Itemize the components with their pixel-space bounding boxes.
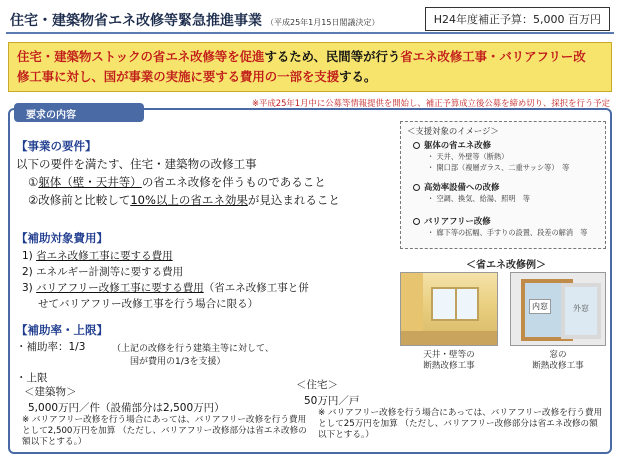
building-note: ※ バリアフリー改修を行う場合にあっては、バリアフリー改修を行う費用として2,500万円を加算 （ただし、バリアフリー改修部分は省エネ改修の額以下とする。） bbox=[22, 415, 307, 447]
circle-icon bbox=[413, 142, 420, 149]
subsidy-limit-label: ・上限 bbox=[16, 372, 48, 384]
outer-window-label: 外窓 bbox=[573, 304, 589, 313]
eligible-cost-item-2: 2) エネルギー計測等に要する費用 bbox=[22, 266, 184, 278]
support-item-2: 高効率設備への改修 bbox=[413, 181, 499, 193]
eligible-cost-item-3-cont: せてバリアフリー改修工事を行う場合に限る） bbox=[38, 298, 259, 310]
summary-line-1: 住宅・建築物ストックの省エネ改修等を促進するため、民間等が行う省エネ改修工事・バリアフリー改 bbox=[17, 49, 586, 64]
requirements-heading: 【事業の要件】 bbox=[16, 139, 97, 153]
schedule-notice: ※平成25年1月中に公募等情報提供を開始し、補正予算成立後公募を締め切り、採択を行う予定 bbox=[252, 98, 610, 108]
circle-icon bbox=[413, 184, 420, 191]
room-insulation-image bbox=[400, 272, 498, 346]
subsidy-rate-note-1: （上記の改修を行う建築主等に対して、 bbox=[112, 344, 274, 354]
circle-icon bbox=[413, 218, 420, 225]
subsidy-heading: 【補助率・上限】 bbox=[16, 323, 108, 337]
support-box-title: ＜支援対象のイメージ＞ bbox=[407, 126, 499, 136]
summary-box bbox=[8, 42, 612, 92]
building-label: ＜建築物＞ bbox=[24, 386, 77, 398]
building-amount: 5,000万円／件（設備部分は2,500万円） bbox=[28, 402, 225, 414]
page-title: 住宅・建築物省エネ改修等緊急推進事業 （平成25年1月15日閣議決定） bbox=[10, 13, 380, 29]
subsidy-rate-note-2: 国が費用の1/3を支援） bbox=[130, 357, 226, 367]
title-note: （平成25年1月15日閣議決定） bbox=[266, 18, 380, 27]
support-item-1-sub-2: ・ 開口部（複層ガラス、二重サッシ等） 等 bbox=[427, 163, 570, 172]
room-caption: 天井・壁等の 断熱改修工事 bbox=[423, 350, 475, 371]
eligible-cost-item-3: 3) バリアフリー改修工事に要する費用（省エネ改修工事と併 bbox=[22, 282, 309, 294]
support-item-1-sub-1: ・ 天井、外壁等（断熱） bbox=[427, 152, 509, 161]
support-item-3: バリアフリー改修 bbox=[413, 215, 491, 227]
subsidy-rate: ・補助率：1/3 bbox=[16, 341, 86, 353]
requirements-tab: 要求の内容 bbox=[14, 103, 144, 122]
page-header bbox=[6, 4, 614, 34]
eligible-costs-heading: 【補助対象費用】 bbox=[16, 231, 108, 245]
inner-window-label: 内窓 bbox=[529, 299, 551, 314]
summary-line-2: 修工事に対し、国が事業の実施に要する費用の一部を支援する。 bbox=[17, 69, 377, 84]
support-item-2-sub-1: ・ 空調、換気、給湯、照明 等 bbox=[427, 194, 530, 203]
support-item-3-sub-1: ・ 廊下等の拡幅、手すりの設置、段差の解消 等 bbox=[427, 228, 588, 237]
support-item-1: 躯体の省エネ改修 bbox=[413, 139, 491, 151]
support-image-box bbox=[400, 121, 606, 249]
house-note: ※ バリアフリー改修を行う場合にあっては、バリアフリー改修を行う費用として25万円を加算 （ただし、バリアフリー改修部分は省エネ改修の額以下とする。） bbox=[318, 408, 603, 440]
requirements-intro: 以下の要件を満たす、住宅・建築物の改修工事 bbox=[16, 157, 257, 171]
house-amount: 50万円／戸 bbox=[304, 395, 360, 407]
budget-badge: H24年度補正予算：5,000 百万円 bbox=[425, 7, 610, 31]
requirement-item-2: ②改修前と比較して10%以上の省エネ効果が見込まれること bbox=[28, 193, 340, 207]
house-label: ＜住宅＞ bbox=[296, 379, 338, 391]
example-title: ＜省エネ改修例＞ bbox=[466, 260, 546, 271]
eligible-cost-item-1: 1) 省エネ改修工事に要する費用 bbox=[22, 250, 173, 262]
window-caption: 窓の 断熱改修工事 bbox=[532, 350, 584, 371]
window-insulation-image bbox=[510, 272, 606, 346]
requirement-item-1: ①躯体（壁・天井等）の省エネ改修を伴うものであること bbox=[28, 175, 326, 189]
